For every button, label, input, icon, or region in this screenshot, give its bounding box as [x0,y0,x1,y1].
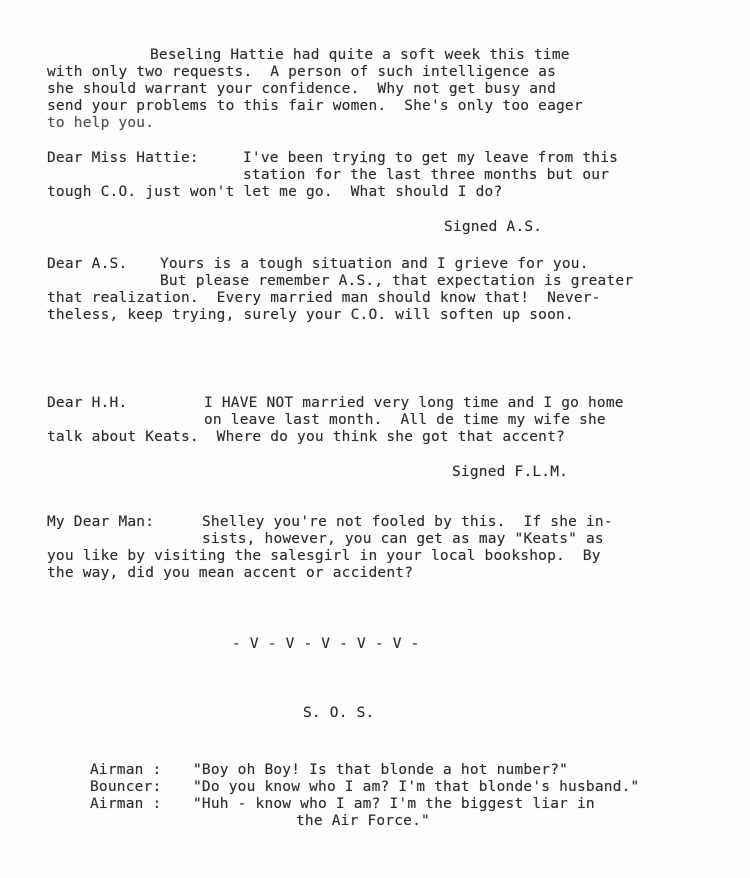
letter1-signature: Signed A.S. [444,219,543,235]
letter1-salutation: Dear Miss Hattie: [47,150,199,166]
letter2-line-3: talk about Keats. Where do you think she got that accent? [47,429,565,445]
letter1-line-1: I've been trying to get my leave from this [243,150,619,166]
dialogue-speaker-2: Bouncer: [90,779,162,795]
section-divider: - V - V - V - V - V - [232,636,420,652]
dialogue-line-3-continued: the Air Force." [296,813,430,829]
reply2-salutation: My Dear Man: [47,514,155,530]
dialogue-speaker-3: Airman : [90,796,162,812]
dialogue-line-3: "Huh - know who I am? I'm the biggest liar in [193,796,595,812]
intro-line-5: to help you. [47,115,155,131]
intro-line-1: Beseling Hattie had quite a soft week this time [150,47,570,63]
dialogue-line-1: "Boy oh Boy! Is that blonde a hot number?" [193,762,569,778]
dialogue-line-2: "Do you know who I am? I'm that blonde's husband." [193,779,640,795]
intro-line-2: with only two requests. A person of such intelligence as [47,64,556,80]
letter2-salutation: Dear H.H. [47,395,128,411]
dialogue-speaker-1: Airman : [90,762,162,778]
letter1-line-2: station for the last three months but our [243,167,610,183]
reply1-line-2: But please remember A.S., that expectation is greater [160,273,634,289]
sos-title: S. O. S. [303,705,375,721]
letter2-line-2: on leave last month. All de time my wife she [204,412,606,428]
intro-line-3: she should warrant your confidence. Why not get busy and [47,81,556,97]
reply1-salutation: Dear A.S. [47,256,128,272]
reply1-line-4: theless, keep trying, surely your C.O. will soften up soon. [47,307,574,323]
reply2-line-3: you like by visiting the salesgirl in your local bookshop. By [47,548,601,564]
reply1-line-3: that realization. Every married man should know that! Never- [47,290,601,306]
letter1-line-3: tough C.O. just won't let me go. What should I do? [47,184,503,200]
reply2-line-1: Shelley you're not fooled by this. If she in- [202,514,613,530]
letter2-signature: Signed F.L.M. [452,464,569,480]
letter2-line-1: I HAVE NOT married very long time and I go home [204,395,624,411]
reply2-line-2: sists, however, you can get as may "Keats" as [202,531,604,547]
reply1-line-1: Yours is a tough situation and I grieve for you. [160,256,589,272]
intro-line-4: send your problems to this fair women. She's only too eager [47,98,583,114]
reply2-line-4: the way, did you mean accent or accident? [47,565,414,581]
